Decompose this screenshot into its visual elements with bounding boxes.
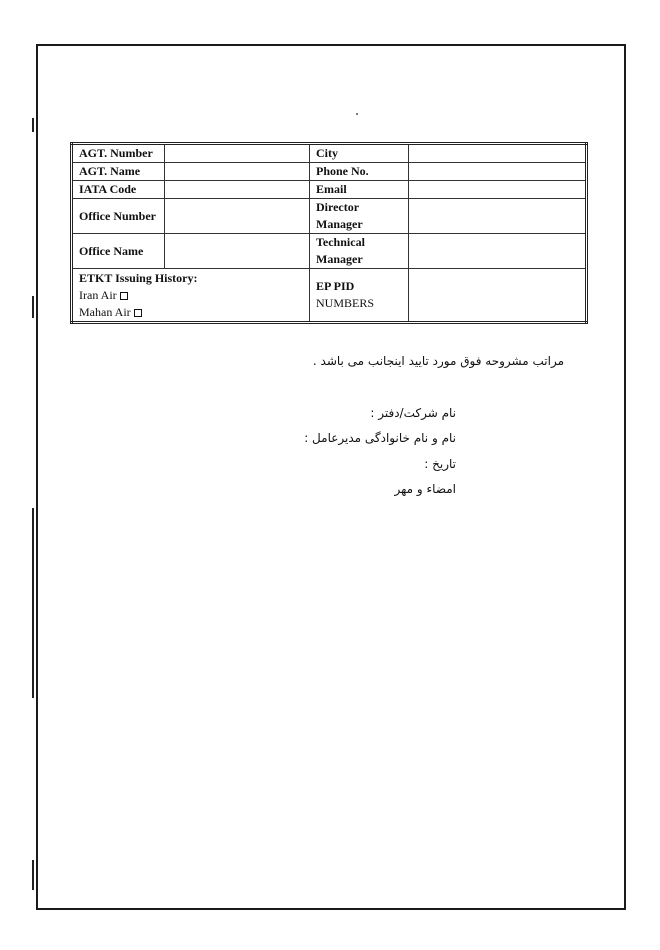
- table-row: [72, 234, 587, 269]
- city-field[interactable]: [409, 144, 587, 163]
- declaration-text: مراتب مشروحه فوق مورد تایید اینجانب می باشد .: [312, 354, 564, 368]
- agt-number-field[interactable]: [165, 144, 310, 163]
- mahan-air-label: Mahan Air: [79, 304, 131, 319]
- date-label: تاریخ :: [424, 457, 456, 471]
- phone-label: Phone No.: [310, 163, 409, 181]
- table-row: [72, 269, 587, 323]
- agt-name-label: AGT. Name: [72, 163, 165, 181]
- iata-code-label: IATA Code: [72, 181, 165, 199]
- table-row: [72, 144, 587, 163]
- mahan-air-option[interactable]: [79, 304, 303, 321]
- email-field[interactable]: [409, 181, 587, 199]
- scan-speck: [356, 113, 358, 115]
- technical-manager-field[interactable]: [409, 234, 587, 269]
- company-name-label: نام شرکت/دفتر :: [370, 406, 456, 420]
- agt-name-field[interactable]: [165, 163, 310, 181]
- phone-field[interactable]: [409, 163, 587, 181]
- agent-info-table: [70, 142, 588, 324]
- etkt-history-cell: [72, 269, 310, 323]
- agt-number-label: AGT. Number: [72, 144, 165, 163]
- manager-name-label: نام و نام خانوادگی مدیرعامل :: [304, 431, 456, 445]
- iran-air-checkbox[interactable]: [120, 292, 128, 300]
- ep-pid-label-line2: NUMBERS: [316, 296, 375, 310]
- margin-mark: [32, 860, 34, 890]
- mahan-air-checkbox[interactable]: [134, 309, 142, 317]
- ep-pid-label-line1: EP PID: [316, 279, 355, 293]
- email-label: Email: [310, 181, 409, 199]
- technical-manager-label: Technical Manager: [310, 234, 409, 269]
- city-label: City: [310, 144, 409, 163]
- ep-pid-field[interactable]: [409, 269, 587, 323]
- office-number-field[interactable]: [165, 199, 310, 234]
- table-row: [72, 163, 587, 181]
- table-row: [72, 199, 587, 234]
- office-name-field[interactable]: [165, 234, 310, 269]
- iran-air-label: Iran Air: [79, 287, 117, 302]
- signature-stamp-label: امضاء و مهر: [394, 482, 456, 496]
- office-number-label: Office Number: [72, 199, 165, 234]
- margin-mark: [32, 296, 34, 318]
- iata-code-field[interactable]: [165, 181, 310, 199]
- office-name-label: Office Name: [72, 234, 165, 269]
- etkt-history-label: ETKT Issuing History:: [79, 270, 198, 285]
- director-manager-field[interactable]: [409, 199, 587, 234]
- director-manager-label: Director Manager: [310, 199, 409, 234]
- iran-air-option[interactable]: [79, 287, 303, 304]
- margin-mark: [32, 118, 34, 132]
- ep-pid-label: [310, 269, 409, 323]
- margin-mark: [32, 508, 34, 698]
- table-row: [72, 181, 587, 199]
